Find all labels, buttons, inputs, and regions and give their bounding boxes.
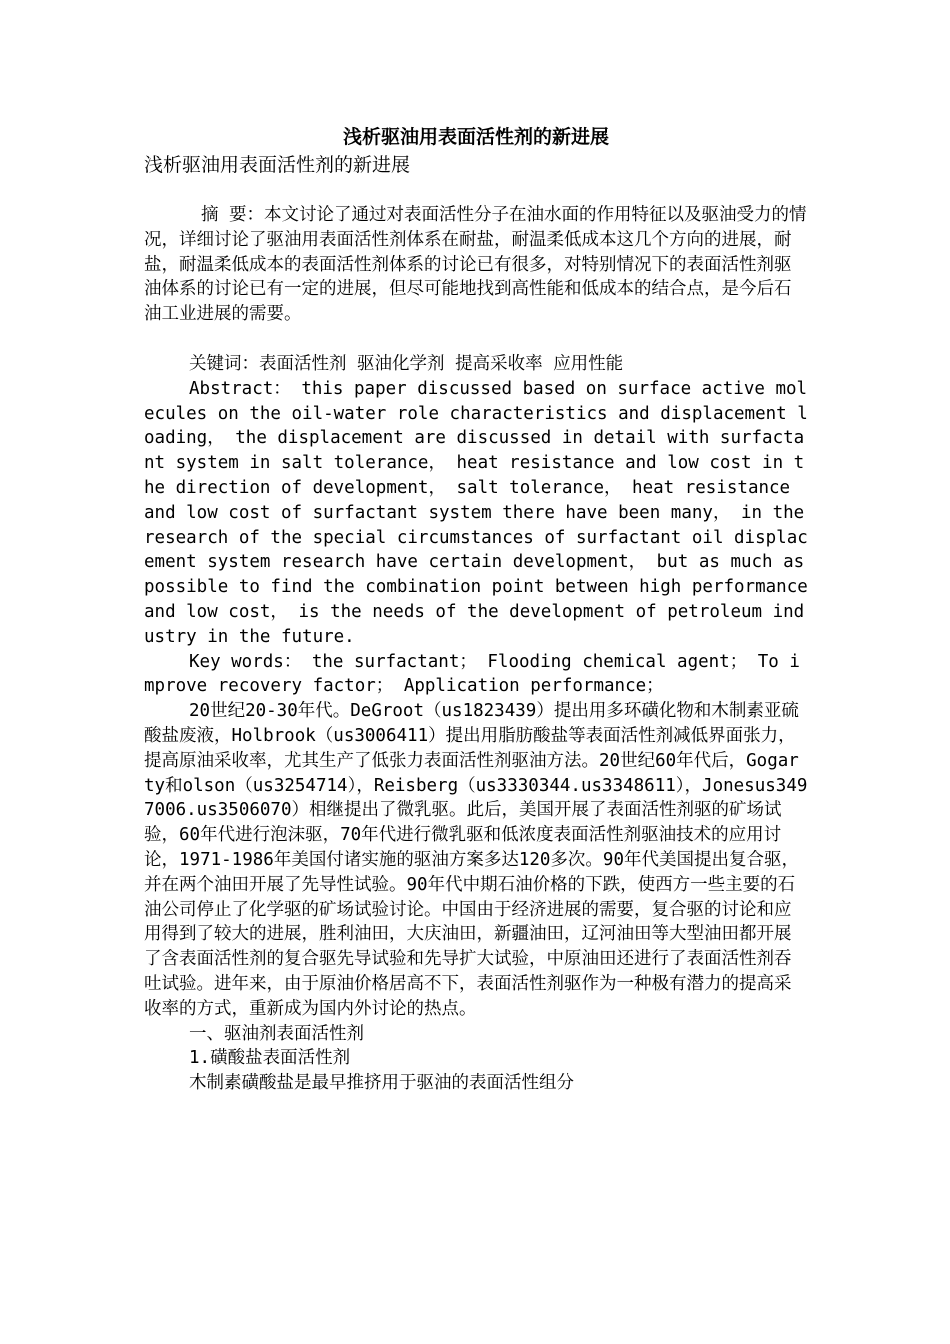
subsection-heading: 1.磺酸盐表面活性剂 [189,1048,351,1069]
document-page [144,122,808,1096]
abstract-english: Abstract： this paper discussed based on surface active molecules on the oil-water role characteristics and displacement loading， the displacement are discussed in detail with surfactant system in salt tolerance， heat resistance and low cost in the direction of development， salt tolerance， heat resistance and low cost of surfactant system there have been many， in the research of the special circumstances of surfactant oil displacement system research have certain development， but as much as possible to find the combination point between high performance and low cost， is the needs of the development of petroleum industry in the future. [144,378,808,647]
keywords-english: Key words： the surfactant； Flooding chemical agent； To improve recovery factor； Application performance； [144,651,800,697]
blank-line [144,178,808,203]
keywords-chinese: 关键词：表面活性剂 驱油化学剂 提高采收率 应用性能 [189,353,624,374]
blank-line [144,327,808,352]
document-subtitle: 浅析驱油用表面活性剂的新进展 [144,154,411,176]
section-heading: 一、驱油剂表面活性剂 [189,1023,364,1044]
body-last-line: 木制素磺酸盐是最早推挤用于驱油的表面活性组分 [189,1073,574,1094]
abstract-chinese: 摘 要：本文讨论了通过对表面活性分子在油水面的作用特征以及驱油受力的情况，详细讨论了驱油用表面活性剂体系在耐盐，耐温柔低成本这几个方向的进展，耐盐，耐温柔低成本的表面活性剂体系的讨论已有很多，对特别情况下的表面活性剂驱油体系的讨论已有一定的进展，但尽可能地找到高性能和低成本的结合点，是今后石油工业进展的需要。 [144,205,807,325]
body-paragraph: 20世纪20-30年代。DeGroot（us1823439）提出用多环磺化物和木制素亚硫酸盐废液，Holbrook（us3006411）提出用脂肪酸盐等表面活性剂减低界面张力，提高原油采收率，尤其生产了低张力表面活性剂驱油方法。20世纪60年代后，Gogarty和olson（us3254714），Reisberg（us3330344.us3348611），Jonesus3497006.us3506070）相继提出了微乳驱。此后，美国开展了表面活性剂驱的矿场试验，60年代进行泡沫驱，70年代进行微乳驱和低浓度表面活性剂驱油技术的应用讨论，1971-1986年美国付诸实施的驱油方案多达120多次。90年代美国提出复合驱，并在两个油田开展了先导性试验。90年代中期石油价格的下跌，使西方一些主要的石油公司停止了化学驱的矿场试验讨论。中国由于经济进展的需要，复合驱的讨论和应用得到了较大的进展，胜利油田，大庆油田，新疆油田，辽河油田等大型油田都开展了含表面活性剂的复合驱先导试验和先导扩大试验，中原油田还进行了表面活性剂吞吐试验。进年来，由于原油价格居高不下，表面活性剂驱作为一种极有潜力的提高采收率的方式，重新成为国内外讨论的热点。 [144,701,808,1019]
document-title: 浅析驱油用表面活性剂的新进展 [342,126,609,148]
